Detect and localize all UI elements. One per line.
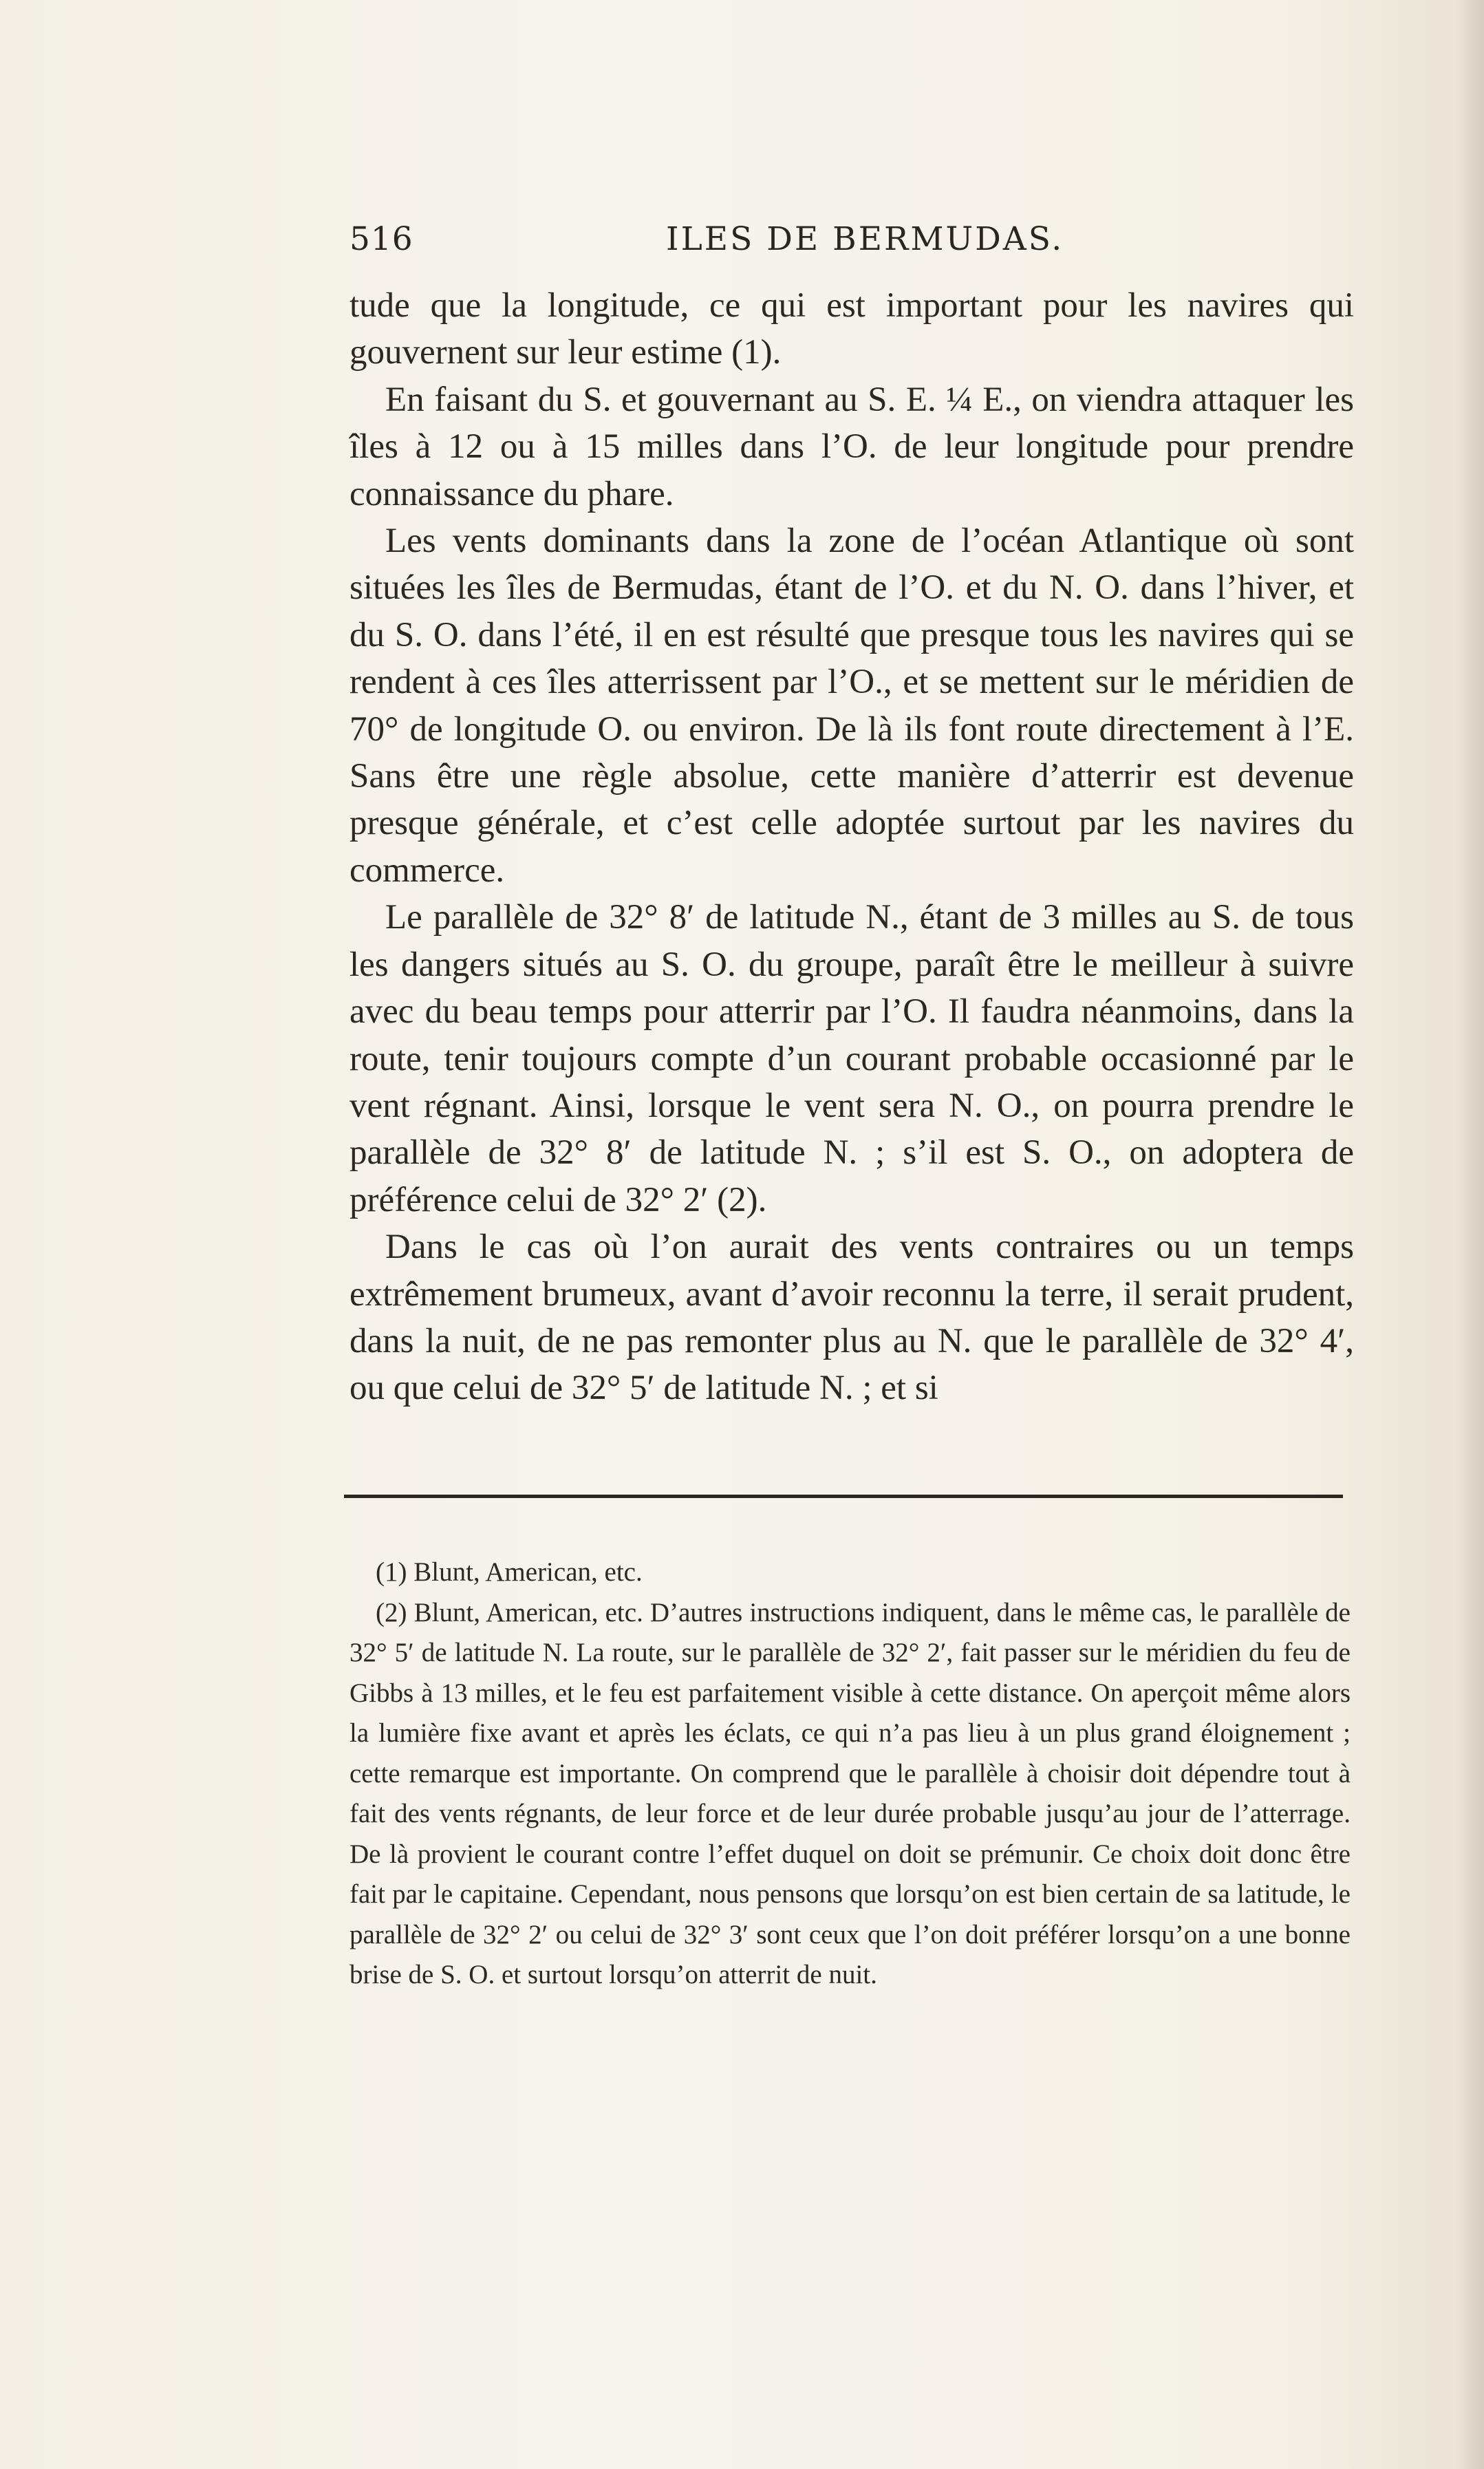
paragraph-2: En faisant du S. et gouvernant au S. E. ¼ E., on viendra attaquer les îles à 12 ou à 15 milles dans l’O. de leur longitude pour prendre connaissance du phare. xyxy=(350,380,1354,513)
paragraph-3: Les vents dominants dans la zone de l’océan Atlantique où sont situées les îles de Bermudas, étant de l’O. et du N. O. dans l’hiver, et du S. O. dans l’été, il en est résulté que presque tous les navires qui se rendent à ces îles atterrissent par l’O., et se mettent sur le méridien de 70° de longitude O. ou environ. De là ils font route directement à l’E. Sans être une règle absolue, cette manière d’atterrir est devenue presque générale, et c’est celle adoptée surtout par les navires du commerce. xyxy=(350,522,1354,890)
page-edge-shadow xyxy=(1456,0,1484,2469)
footnote-1: (1) Blunt, American, etc. xyxy=(376,1557,643,1587)
main-text xyxy=(350,282,1354,1412)
running-title: ILES DE BERMUDAS. xyxy=(666,220,1064,258)
footnotes xyxy=(350,1552,1351,1996)
footnote-2: (2) Blunt, American, etc. D’autres instructions indiquent, dans le même cas, le parallèle de 32° 5′ de latitude N. La route, sur le parallèle de 32° 2′, fait passer sur le méridien du feu de Gibbs à 13 milles, et le feu est parfaitement visible à cette distance. On aperçoit même alors la lumière fixe avant et après les éclats, ce qui n’a pas lieu à un plus grand éloignement ; cette remarque est importante. On comprend que le parallèle à choisir doit dépendre tout à fait des vents régnants, de leur force et de leur durée probable jusqu’au jour de l’atterrage. De là provient le courant contre l’effet duquel on doit se prémunir. Ce choix doit donc être fait par le capitaine. Cependant, nous pensons que lorsqu’on est bien certain de sa latitude, le parallèle de 32° 2′ ou celui de 32° 3′ sont ceux que l’on doit préférer lorsqu’on a une bonne brise de S. O. et surtout lorsqu’on atterrit de nuit. xyxy=(350,1597,1351,1989)
paragraph-4: Le parallèle de 32° 8′ de latitude N., étant de 3 milles au S. de tous les dangers situés au S. O. du groupe, paraît être le meilleur à suivre avec du beau temps pour atterrir par l’O. Il faudra néanmoins, dans la route, tenir toujours compte d’un courant probable occasionné par le vent régnant. Ainsi, lorsque le vent sera N. O., on pourra prendre le parallèle de 32° 8′ de latitude N. ; s’il est S. O., on adoptera de préférence celui de 32° 2′ (2). xyxy=(350,898,1354,1219)
page-number: 516 xyxy=(350,220,413,258)
paragraph-1: tude que la longitude, ce qui est important pour les navires qui gouvernent sur leur estime (1). xyxy=(350,286,1354,372)
paragraph-5: Dans le cas où l’on aurait des vents contraires ou un temps extrêmement brumeux, avant d’avoir reconnu la terre, il serait prudent, dans la nuit, de ne pas remonter plus au N. que le parallèle de 32° 4′, ou que celui de 32° 5′ de latitude N. ; et si xyxy=(350,1228,1354,1408)
page-header xyxy=(350,220,1347,268)
footnote-divider xyxy=(344,1495,1343,1498)
